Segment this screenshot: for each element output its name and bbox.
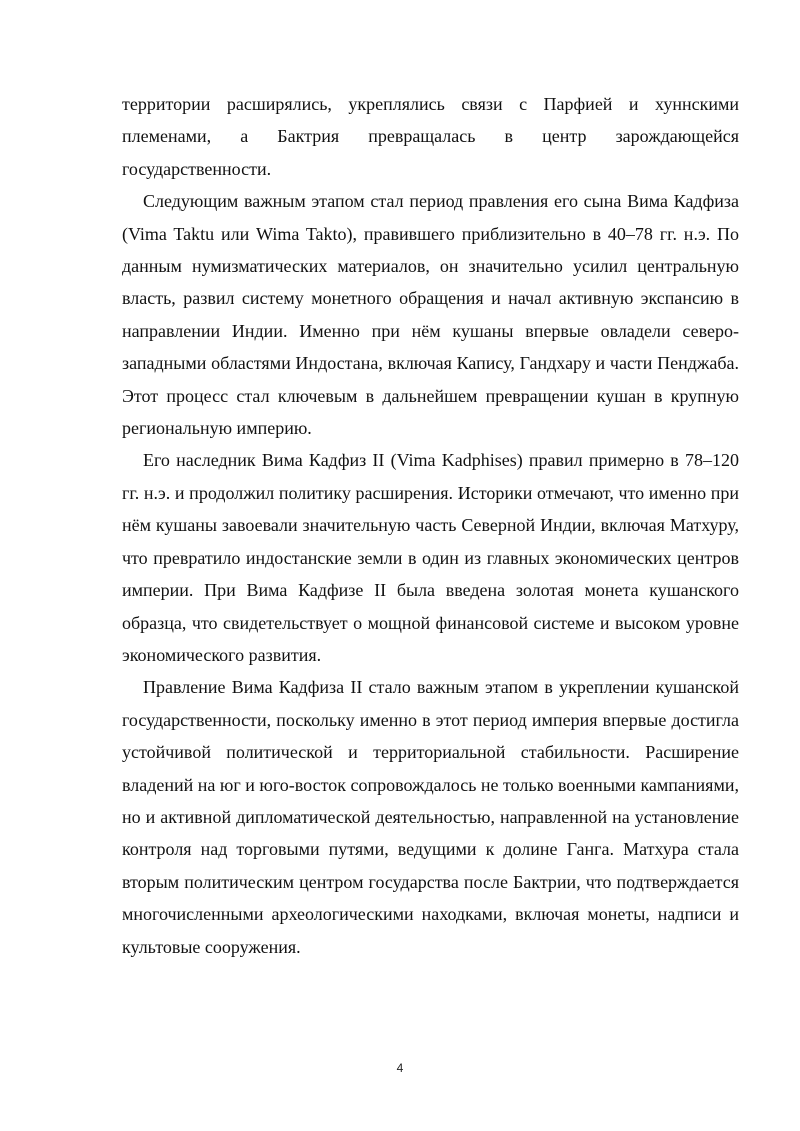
page-number: 4 [396, 1061, 404, 1075]
paragraph-continuation: территории расширялись, укреплялись связи с Парфией и хуннскими племенами, а Бактрия превращалась в центр зарождающейся государственности. [122, 94, 739, 179]
paragraph-vima-kadfiz-ii: Его наследник Вима Кадфиз II (Vima Kadphises) правил примерно в 78–120 гг. н.э. и продолжил политику расширения. Историки отмечают, что именно при нём кушаны завоевали значительную часть Северной Индии, включая Матхуру, что превратило индостанские земли в один из главных экономических центров империи. При Вима Кадфизе II была введена золотая монета кушанского образца, что свидетельствует о мощной финансовой системе и высоком уровне экономического развития. [122, 450, 739, 665]
document-body [122, 88, 739, 963]
paragraph-vima-kadfiz: Следующим важным этапом стал период правления его сына Вима Кадфиза (Vima Taktu или Wima Takto), правившего приблизительно в 40–78 гг. н.э. По данным нумизматических материалов, он значительно усилил центральную власть, развил систему монетного обращения и начал активную экспансию в направлении Индии. Именно при нём кушаны впервые овладели северо-западными областями Индостана, включая Капису, Гандхару и части Пенджаба. Этот процесс стал ключевым в дальнейшем превращении кушан в крупную региональную империю. [122, 191, 739, 439]
paragraph-reign-stability: Правление Вима Кадфиза II стало важным этапом в укреплении кушанской государственности, поскольку именно в этот период империя впервые достигла устойчивой политической и территориальной стабильности. Расширение владений на юг и юго-восток сопровождалось не только военными кампаниями, но и активной дипломатической деятельностью, направленной на установление контроля над торговыми путями, ведущими к долине Ганга. Матхура стала вторым политическим центром государства после Бактрии, что подтверждается многочисленными археологическими находками, включая монеты, надписи и культовые сооружения. [122, 677, 739, 957]
